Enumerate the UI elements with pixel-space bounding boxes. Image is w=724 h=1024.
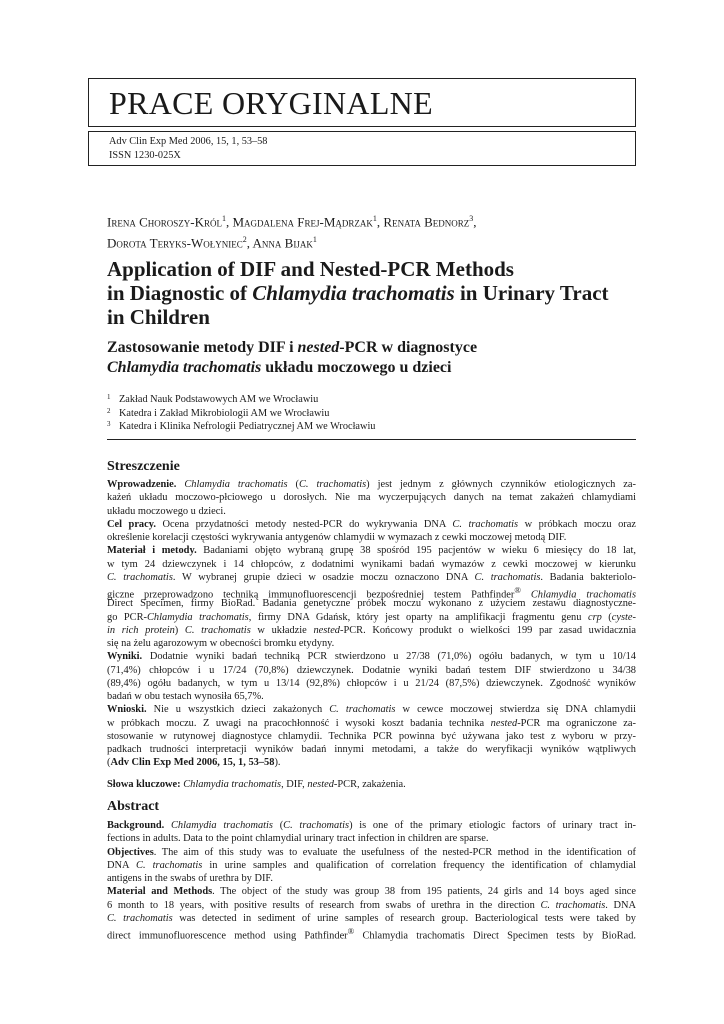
author-name: Irena Choroszy-Król bbox=[107, 214, 222, 230]
title-pl-text: Zastosowanie metody DIF i bbox=[107, 339, 298, 356]
section-divider bbox=[107, 439, 636, 440]
title-pl-italic: nested bbox=[297, 339, 340, 356]
text-line: 6 month to 18 years, with positive results of research from swabs of urethra in the direction C. trachomatis. DNA bbox=[107, 899, 636, 911]
text-line: go PCR-Chlamydia trachomatis, firmy DNA Gdańsk, który jest oparty na amplifikacji fragmentu genu crp (cyste- bbox=[107, 611, 637, 623]
text-line: Material and Methods. The object of the study was group 38 from 195 patients, 24 girls and 14 boys aged since bbox=[107, 886, 637, 898]
affiliation-3 bbox=[107, 418, 627, 433]
streszczenie-body bbox=[107, 478, 636, 770]
affiliation-1 bbox=[107, 391, 627, 406]
author-affil-sup: 1 bbox=[221, 214, 226, 223]
text-line: Background. Chlamydia trachomatis (C. trachomatis) is one of the primary etiologic factors of urinary tract in- bbox=[107, 820, 636, 831]
text-line: w tym 24 dziewczynek i 14 chłopców, z dodatnimi wynikami badań wymazów z cewki moczowej w kierunku bbox=[107, 558, 636, 570]
author-affil-sup: 2 bbox=[242, 235, 247, 245]
journal-info-box bbox=[88, 131, 636, 166]
affiliation-number: 2 bbox=[107, 407, 111, 415]
keywords-text: Słowa kluczowe: Chlamydia trachomatis, DIF, nested-PCR, zakażenia. bbox=[107, 779, 406, 790]
title-en-text: in Urinary Tract bbox=[454, 281, 609, 305]
text-line: Objectives. The aim of this study was to evaluate the usefulness of the nested-PCR method in the identification of bbox=[107, 846, 636, 858]
affiliation-text: Zakład Nauk Podstawowych AM we Wrocławiu bbox=[119, 394, 319, 405]
title-pl-text: -PCR w diagnostyce bbox=[339, 339, 478, 356]
author-affil-sup: 1 bbox=[312, 235, 317, 245]
title-en-line-2 bbox=[107, 281, 647, 305]
authors-line-2: Dorota Teryks-Wołyniec$^2$, Anna Bijak$^1$ bbox=[107, 235, 317, 251]
text-line: się na żelu agarozowym w obecności bromku etydyny. bbox=[107, 638, 335, 649]
text-line: (Adv Clin Exp Med 2006, 15, 1, 53–58). bbox=[107, 757, 281, 769]
text-line: (71,4%) chłopców i u 17/24 (70,8%) dziewczynek. Dodatnie wyniki badań testem DIF stwierdzono u 34/38 bbox=[107, 664, 636, 676]
title-en-line-3: in Children bbox=[107, 305, 210, 329]
author-name: Magdalena Frej-Mądrzak bbox=[232, 214, 373, 230]
text-line: Direct Specimen, firmy BioRad. Badania genetyczne próbek moczu wykonano z użyciem zestawu diagnostyczne- bbox=[107, 598, 636, 610]
abstract-body bbox=[107, 819, 637, 942]
text-line: Cel pracy. Ocena przydatności metody nested-PCR do wykrywania DNA C. trachomatis w próbkach moczu oraz bbox=[107, 518, 636, 530]
streszczenie-heading: Streszczenie bbox=[107, 459, 180, 474]
text-line: Materiał i metody. Badaniami objęto wybraną grupę 38 spośród 195 pacjentów w wieku 6 miesięcy do 18 lat, bbox=[107, 545, 636, 557]
title-pl-line-1 bbox=[107, 338, 627, 358]
text-line: określenie korelacji częstości wykrywania antygenów chlamydii w wymazach z cewki moczowej metodą DIF. bbox=[107, 532, 567, 543]
text-line: in rich protein) C. trachomatis w układzie nested-PCR. Końcowy produkt o wielkości 199 par zasad uwidacznia bbox=[107, 624, 636, 636]
text-line: badań w obu testach wynosiła 65,7%. bbox=[107, 691, 264, 702]
author-name: Dorota Teryks-Wołyniec bbox=[107, 235, 243, 251]
author-name: Renata Bednorz bbox=[383, 214, 470, 230]
author-list bbox=[107, 210, 627, 253]
title-en-species: Chlamydia trachomatis bbox=[252, 281, 455, 305]
text-line: padkach trudności interpretacji wyników badań innymi metodami, a także do weryfikacji wyników wątpliwych bbox=[107, 744, 636, 755]
author-affil-sup: 1 bbox=[372, 214, 377, 223]
text-line: układu moczowego u dzieci. bbox=[107, 505, 226, 517]
authors-line-1: Irena Choroszy-Król$^1$, Magdalena Frej-Mądrzak$^1$, Renata Bednorz$^3$, bbox=[107, 214, 477, 230]
text-line: Wprowadzenie. Chlamydia trachomatis (C. trachomatis) jest jednym z głównych czynników etiologicznych za- bbox=[107, 479, 636, 490]
title-en-text: in Diagnostic of bbox=[107, 281, 253, 305]
article-title-polish bbox=[107, 338, 627, 378]
affiliation-text: Katedra i Zakład Mikrobiologii AM we Wrocławiu bbox=[119, 408, 330, 419]
author-affil-sup: 3 bbox=[469, 214, 474, 223]
text-line: fections in adults. Data to the point chlamydial urinary tract infection in children are sparse. bbox=[107, 833, 489, 845]
text-line: giczne przeprowadzono techniką immunofluorescencji bezpośredniej testem Pathfinder® Chlamydia trachomatis bbox=[107, 585, 636, 601]
text-line: (89,4%) ogółu badanych, w tym u 13/14 (92,8%) chłopców i u 21/24 (87,5%) dziewczynek. Zgodność wyników bbox=[107, 677, 636, 689]
text-line: Wyniki. Dodatnie wyniki badań techniką PCR stwierdzono u 27/38 (71,0%) ogółu badanych, w tym u 10/14 bbox=[107, 651, 636, 663]
section-header-box bbox=[88, 78, 636, 127]
article-title-english bbox=[107, 257, 647, 329]
text-line: C. trachomatis was detected in sediment of urine samples of research group. Bacteriological tests were taked by bbox=[107, 912, 636, 924]
title-pl-line-2 bbox=[107, 358, 627, 378]
text-line: direct immunofluorescence method using Pathfinder® Chlamydia trachomatis Direct Specimen tests by BioRad. bbox=[107, 926, 636, 942]
text-line: antigens in the swabs of urethra by DIF. bbox=[107, 873, 273, 884]
text-line: C. trachomatis. W wybranej grupie dzieci w osadzie moczu oznaczono DNA C. trachomatis. Badania bakteriolo- bbox=[107, 571, 636, 583]
title-pl-species: Chlamydia trachomatis bbox=[107, 359, 262, 376]
text-line: Wnioski. Nie u wszystkich dzieci zakażonych C. trachomatis w cewce moczowej stwierdza się DNA chlamydii bbox=[107, 704, 636, 716]
section-title: PRACE ORYGINALNE bbox=[109, 85, 433, 121]
text-line: każeń układu moczowo-płciowego u dorosłych. Nie ma wyczerpujących danych na temat zakażeń chlamydiami bbox=[107, 492, 636, 504]
affiliation-text: Katedra i Klinika Nefrologii Pediatrycznej AM we Wrocławiu bbox=[119, 421, 376, 432]
journal-citation: Adv Clin Exp Med 2006, 15, 1, 53–58 bbox=[109, 136, 268, 147]
abstract-heading: Abstract bbox=[107, 799, 160, 814]
affiliation-number: 1 bbox=[107, 393, 111, 401]
text-line: w próbkach moczu. Z uwagi na pracochłonność i wysoki koszt badania technika nested-PCR ma ograniczone za- bbox=[107, 717, 636, 729]
affiliation-number: 3 bbox=[107, 420, 111, 428]
author-name: Anna Bijak bbox=[252, 235, 313, 251]
text-line: DNA C. trachomatis in urine samples and qualification of correlation frequency the identification of chlamydial bbox=[107, 859, 637, 871]
journal-issn: ISSN 1230-025X bbox=[109, 150, 181, 161]
title-en-line-1: Application of DIF and Nested-PCR Methods bbox=[107, 257, 514, 281]
title-pl-text: układu moczowego u dzieci bbox=[261, 359, 452, 376]
keywords-line bbox=[107, 778, 636, 791]
text-line: stosowanie w rutynowej diagnostyce chlamydii. Technika PCR powinna być używana jako test z wyboru w przy- bbox=[107, 730, 636, 742]
